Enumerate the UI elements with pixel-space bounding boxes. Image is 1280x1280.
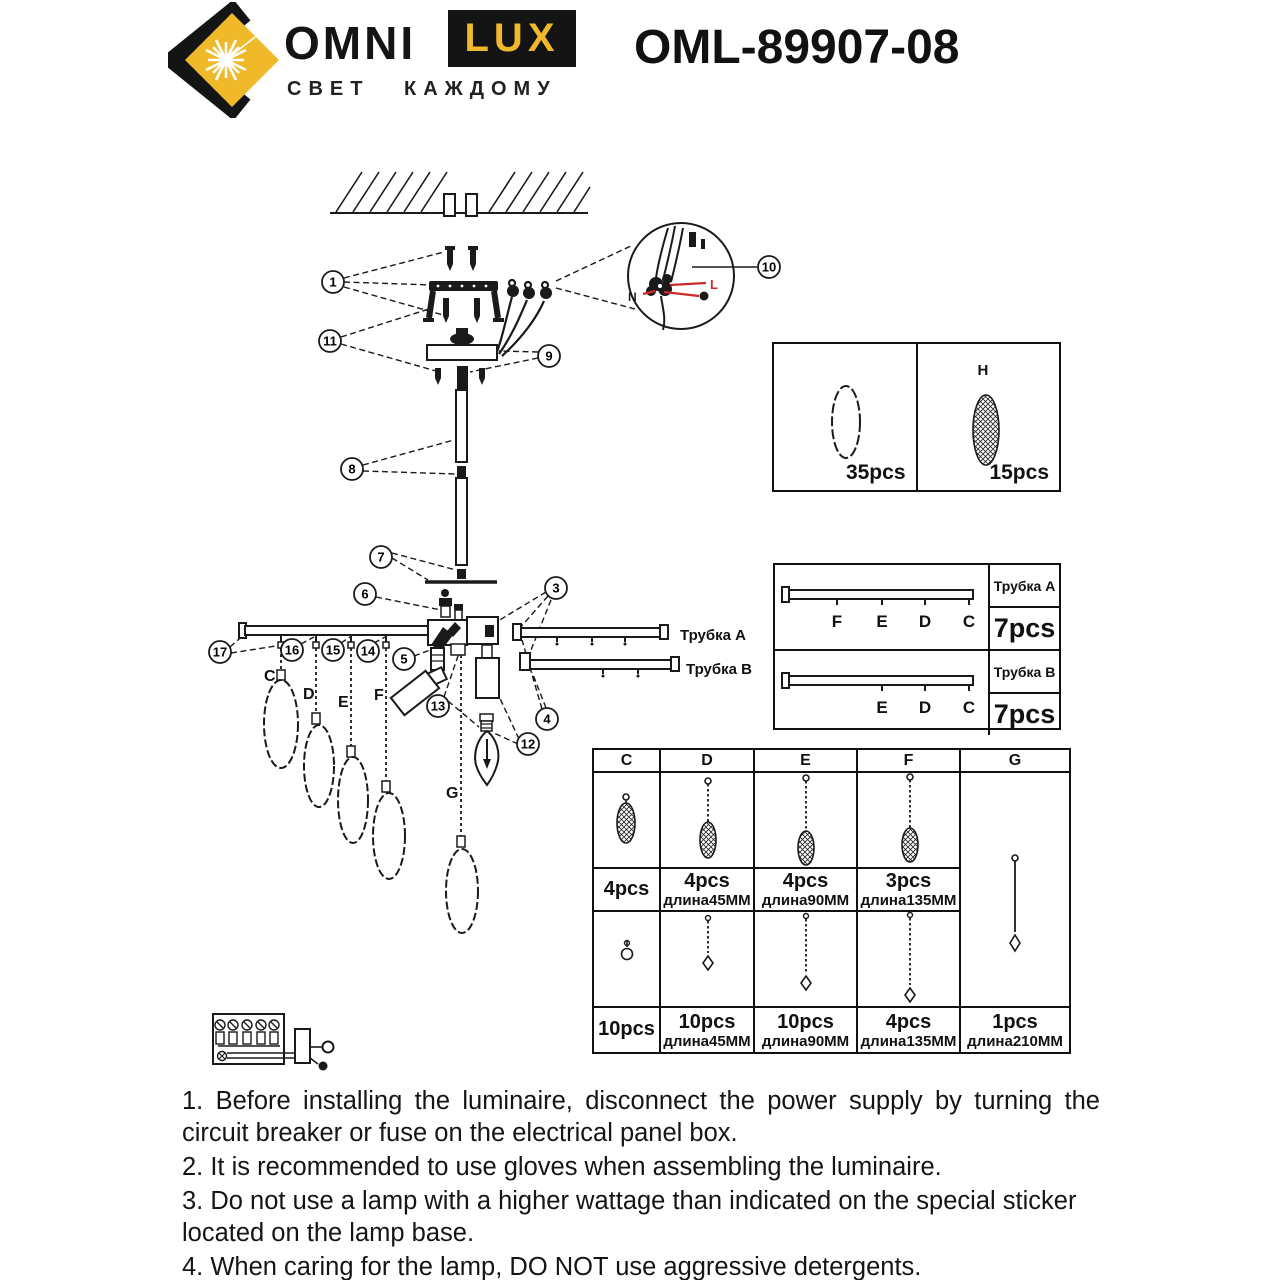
tube-table xyxy=(773,563,1061,730)
svg-text:E: E xyxy=(876,612,888,631)
qty-e-row2: 10pcs длина90MM xyxy=(755,1008,858,1052)
callout-9 xyxy=(538,345,560,367)
plain-crystal-cell xyxy=(774,344,918,490)
drop-icon-e-small xyxy=(755,912,858,1008)
model-number: OML-89907-08 xyxy=(634,21,960,74)
svg-text:17: 17 xyxy=(212,644,228,660)
plain-crystal-qty: 35pcs xyxy=(845,461,906,484)
tube-a-qty: 7pcs xyxy=(993,613,1056,643)
svg-text:F: F xyxy=(831,612,843,631)
svg-text:12: 12 xyxy=(520,736,536,752)
svg-text:6: 6 xyxy=(361,586,369,602)
tube-a-name: Трубка A xyxy=(990,565,1059,608)
crystal-icon-d xyxy=(661,773,755,869)
callout-1 xyxy=(322,271,344,293)
crystal-icon-e xyxy=(755,773,858,869)
parts-table xyxy=(592,748,1071,1054)
instruction-2: 2. It is recommended to use gloves when assembling the luminaire. xyxy=(182,1153,942,1181)
supply-wires xyxy=(497,280,552,356)
brand-word: OMNI xyxy=(284,17,417,69)
mounting-bracket xyxy=(423,246,504,390)
mounting-screws-icon xyxy=(445,246,478,271)
tube-b-icon xyxy=(775,651,988,730)
hatched-crystal-label: H xyxy=(977,362,989,379)
parts-header-d: D xyxy=(661,750,755,773)
tube-a-label: Трубка A xyxy=(680,627,747,644)
drop-icon-f-small xyxy=(858,912,961,1008)
instruction-4: 4. When caring for the lamp, DO NOT use aggressive detergents. xyxy=(182,1253,922,1280)
parts-header-e: E xyxy=(755,750,858,773)
svg-text:11: 11 xyxy=(323,333,337,349)
tube-a-icon xyxy=(775,565,988,644)
svg-text:D: D xyxy=(918,698,932,717)
callout-8 xyxy=(341,458,363,480)
parts-header-f: F xyxy=(858,750,961,773)
svg-text:4: 4 xyxy=(543,711,551,727)
callout-13 xyxy=(427,695,449,717)
tube-b-label: Трубка B xyxy=(686,661,753,678)
drop-icon-c-small xyxy=(594,912,661,1008)
qty-f-row2: 4pcs длина135MM xyxy=(858,1008,961,1052)
instruction-3: 3. Do not use a lamp with a higher wattage than indicated on the special sticker located on the lamp base. xyxy=(182,1187,1077,1247)
svg-text:13: 13 xyxy=(430,698,446,714)
brand-lux-text: LUX xyxy=(464,16,560,60)
callout-10 xyxy=(758,256,780,278)
svg-text:3: 3 xyxy=(552,580,560,596)
tube-a-row xyxy=(775,565,1059,651)
svg-text:16: 16 xyxy=(284,642,300,658)
svg-text:14: 14 xyxy=(360,643,376,659)
callout-5 xyxy=(393,648,415,670)
tube-b-qty: 7pcs xyxy=(993,699,1056,729)
callout-3 xyxy=(545,577,567,599)
qty-g-row2: 1pcs длина210MM xyxy=(967,1010,1063,1050)
wire-nuts-icon xyxy=(507,285,552,299)
callout-11 xyxy=(319,330,341,352)
tube-b-row xyxy=(775,651,1059,735)
right-arm-tubes xyxy=(513,624,679,678)
center-hub xyxy=(428,589,498,651)
svg-text:10: 10 xyxy=(761,259,777,275)
svg-text:E: E xyxy=(876,698,888,717)
qty-f-row1: 3pcs длина135MM xyxy=(858,869,961,912)
drop-icon-d-small xyxy=(661,912,755,1008)
hatched-crystal-cell xyxy=(918,344,1060,490)
instruction-1: 1. Before installing the luminaire, disconnect the power supply by turning the circuit breaker or fuse on the electrical panel box. xyxy=(182,1087,1100,1147)
parts-header-g: G xyxy=(961,750,1069,773)
callout-15 xyxy=(322,639,344,661)
brand-tagline: СВЕТ КАЖДОМУ xyxy=(287,78,557,100)
svg-text:8: 8 xyxy=(348,461,356,477)
tube-b-drawing xyxy=(775,651,990,735)
callout-12 xyxy=(517,733,539,755)
tube-a-drawing xyxy=(775,565,990,649)
crystal-icon-f xyxy=(858,773,961,869)
point-label-d: D xyxy=(303,686,315,703)
ceiling-hatch xyxy=(330,172,590,216)
hatched-crystal-qty: 15pcs xyxy=(989,461,1049,484)
svg-text:9: 9 xyxy=(545,348,553,364)
drop-icon-g xyxy=(961,773,1069,1008)
wiring-detail-circle xyxy=(628,223,757,330)
svg-text:C: C xyxy=(962,612,976,631)
svg-text:C: C xyxy=(962,698,976,717)
callout-14 xyxy=(357,640,379,662)
crystal-count-table xyxy=(772,342,1061,492)
parts-header-c: C xyxy=(594,750,661,773)
point-label-e: E xyxy=(338,694,349,711)
svg-text:D: D xyxy=(918,612,932,631)
svg-text:5: 5 xyxy=(400,651,408,667)
callout-7 xyxy=(370,546,392,568)
down-rod xyxy=(425,390,497,582)
qty-c-row2: 10pcs xyxy=(594,1008,661,1052)
point-label-c: C xyxy=(264,668,276,685)
svg-text:7: 7 xyxy=(377,549,385,565)
svg-text:15: 15 xyxy=(325,642,341,658)
crystal-icon-c xyxy=(594,773,661,869)
qty-d-row2: 10pcs длина45MM xyxy=(661,1008,755,1052)
svg-text:1: 1 xyxy=(329,274,337,290)
terminal-block-schematic xyxy=(213,1014,334,1071)
qty-e-row1: 4pcs длина90MM xyxy=(755,869,858,912)
qty-d-row1: 4pcs длина45MM xyxy=(661,869,755,912)
qty-c-row1: 4pcs xyxy=(594,869,661,912)
safety-instructions xyxy=(182,1085,1100,1280)
point-label-g: G xyxy=(446,785,459,802)
live-wire-label: L xyxy=(710,277,718,292)
callout-16 xyxy=(281,639,303,661)
canopy-plate xyxy=(427,345,497,360)
callout-6 xyxy=(354,583,376,605)
neutral-wire-label: N xyxy=(628,290,637,304)
tube-b-name: Трубка B xyxy=(990,651,1059,694)
callout-17 xyxy=(209,641,231,663)
callout-4 xyxy=(536,708,558,730)
point-label-f: F xyxy=(374,687,384,704)
